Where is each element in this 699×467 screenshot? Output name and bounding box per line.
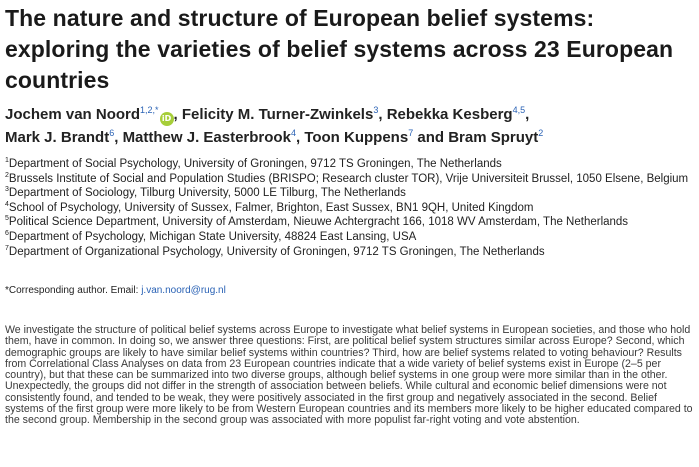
paper-title: The nature and structure of European belief systems: exploring the varieties of belief systems across 23 European countries [5,5,674,93]
author[interactable]: Mark J. Brandt$^6$ [5,128,115,146]
author[interactable]: Felicity M. Turner-Zwinkels$^3$ [181,105,379,123]
orcid-icon[interactable]: iD [160,112,174,126]
affiliation: $^7$Department of Organizational Psychology, University of Groningen, 9712 TS Groningen, The Netherlands [5,244,545,258]
author[interactable]: Rebekka Kesberg$^{4,5}$ [386,105,526,123]
author[interactable]: Matthew J. Easterbrook$^4$ [122,128,296,146]
affiliation: $^6$Department of Psychology, Michigan State University, 48824 East Lansing, USA [5,230,417,243]
abstract-text: We investigate the structure of political belief systems across Europe to investigate what belief systems in European societies, and those who hold them, have in common. In doing so, we answer three questions: First, are political belief system structures similar across Europe? Second, which demographic groups are likely to have similar belief systems within countries? Third, how are belief systems related to voting behaviour? Results from Correlational Class Analyses on data from 23 European countries indicate that a wide variety of belief systems exist in Europe (2–5 per country), but that these can be summarized into two diverse groups, although belief systems in one group were more similar than in the other. Unexpectedly, the groups did not differ in the strength of association between beliefs. While cultural and economic belief dimensions were not consistently found, and tended to be weak, they were positively associated in the first group and negatively associated in the second. Belief systems of the first group were more likely to be from Western European countries and its members more likely to be higher educated compared to the second group. Membership in the second group was associated with more populist far-right voting and vote abstention. [5,324,693,427]
affiliation: $^2$Brussels Institute of Social and Population Studies (BRISPO; Research cluster TOR), Vrije Universiteit Brussel, 1050 Elsene, Belgium [5,171,689,185]
author[interactable]: Toon Kuppens$^7$ [304,128,414,146]
affiliation: $^5$Political Science Department, University of Amsterdam, Nieuwe Achtergracht 166, 1018 WV Amsterdam, The Netherlands [5,215,629,229]
affiliation: $^1$Department of Social Psychology, University of Groningen, 9712 TS Groningen, The Netherlands [5,157,502,170]
email-link[interactable]: j.van.noord@rug.nl [141,285,226,296]
corresponding-author: *Corresponding author. Email: j.van.noord@rug.nl [5,285,226,296]
author[interactable]: Jochem van Noord$^{1,2,*}$ [5,105,159,123]
affiliation: $^3$Department of Sociology, Tilburg University, 5000 LE Tilburg, The Netherlands [5,186,406,200]
author-list: Jochem van Noord$^{1,2,*}$iD , Felicity M. Turner-Zwinkels$^3$, Rebekka Kesberg$^{4,5}$, Mark J. Brandt$^6$, Matthew J. Easterbrook$^4$, Toon Kuppens$^7$ and Bram Spruyt$^2$ [5,105,544,146]
author[interactable]: Bram Spruyt$^2$ [448,128,544,146]
affiliation: $^4$School of Psychology, University of Sussex, Falmer, Brighton, East Sussex, BN1 9QH, United Kingdom [5,200,534,214]
affiliation-list [5,157,695,259]
